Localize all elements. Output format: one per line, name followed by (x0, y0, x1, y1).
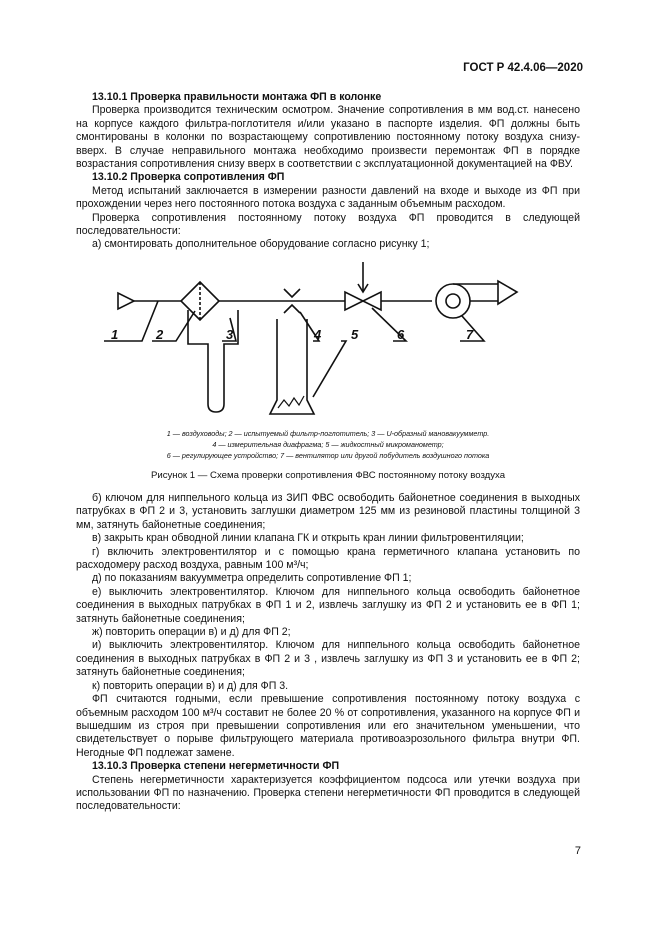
valve-icon (345, 292, 363, 310)
label-5: 5 (351, 327, 359, 342)
legend-line: 4 — измерительная диафрагма; 5 — жидкостный микроманометр; (212, 440, 444, 449)
paragraph: к) повторить операции в) и д) для ФП 3. (92, 679, 289, 692)
figure-caption: Рисунок 1 — Схема проверки сопротивления ФВС постоянному потоку воздуха (150, 470, 506, 481)
micromanometer-icon (270, 319, 314, 414)
u-manometer-icon (188, 310, 238, 412)
label-1: 1 (111, 327, 119, 342)
paragraph: д) по показаниям вакуумметра определить сопротивление ФП 1; (92, 572, 412, 585)
legend-line: 1 — воздуховоды; 2 — испытуемый фильтр-поглотитель; 3 — U-образный мановакуумметр. (166, 429, 490, 438)
paragraph: ж) повторить операции в) и д) для ФП 2; (92, 626, 291, 639)
outlet-arrow-icon (498, 281, 517, 304)
label-2: 2 (156, 327, 164, 342)
legend-line: 6 — регулирующее устройство; 7 — вентилятор или другой побудитель воздушного потока (166, 451, 490, 460)
paragraph: а) смонтировать дополнительное оборудование согласно рисунку 1; (92, 238, 430, 251)
fan-icon (436, 284, 470, 318)
paragraph: ФП считаются годными, если превышение сопротивления постоянному потоку воздуха с объемным расходом 100 м³/ч составит не более 20 % от сопротивления, указанного на корпусе ФП и вышедшим из строя при превышении сопротивления или его значительном уменьшении, что свидетельствует о порыве фильтрующего материала противоаэрозольного фильтра внутри ФП. Негодные ФП подлежат замене. (76, 693, 580, 759)
label-6: 6 (397, 327, 405, 342)
paragraph: и) выключить электровентилятор. Ключом для ниппельного кольца освободить байонетное соединения в выходных патрубках в ФП 2 и 3 , извлечь заглушку из ФП 3 и установить ее в ФП 2; затянуть байонетные соединения; (76, 639, 580, 679)
diaphragm-icon (284, 289, 300, 297)
label-4: 4 (314, 327, 322, 342)
paragraph: Проверка производится техническим осмотром. Значение сопротивления в мм вод.ст. нанесено на корпусе каждого фильтра-поглотителя и/или указано в паспорте изделия. ФП должны быть смонтированы в колонки по возрастающему сопротивлению постоянному потоку воздуха снизу-вверх. В случае неправильного монтажа необходимо произвести перемонтаж ФП в порядке возрастания сопротивления снизу вверх в соответствии с эксплуатационной документацией на ФВУ. (76, 104, 580, 171)
paragraph: г) включить электровентилятор и с помощью крана герметичного клапана установить по расходомеру расход воздуха, равным 100 м³/ч; (76, 545, 580, 572)
figure-legend (76, 428, 580, 461)
paragraph: в) закрыть кран обводной линии клапана ГК и открыть кран линии фильтровентиляции; (92, 532, 524, 545)
bottom-text-block (76, 492, 580, 814)
heading-13-10-3: 13.10.3 Проверка степени негерметичности ФП (92, 760, 340, 773)
inlet-arrow-icon (118, 293, 134, 309)
paragraph: Метод испытаний заключается в измерении разности давлений на входе и выходе из ФП при прохождении через него постоянного потока воздуха с заданным объемным расходом. (76, 184, 580, 211)
paragraph: е) выключить электровентилятор. Ключом для ниппельного кольца освободить байонетное соединения в выходных патрубках в ФП 1 и 2, извлечь заглушку из ФП 2 и установить ее в ФП 1; затянуть байонетные соединения; (76, 585, 580, 625)
paragraph: Проверка сопротивления постоянному потоку воздуха ФП проводится в следующей последовательности: (76, 211, 580, 238)
heading-13-10-2: 13.10.2 Проверка сопротивления ФП (92, 171, 285, 184)
page-number: 7 (574, 845, 581, 857)
paragraph: б) ключом для ниппельного кольца из ЗИП ФВС освободить байонетное соединения в выходных патрубках в ФП 2 и 3, установить заглушки диаметром 125 мм из резиновой пластины толщиной 3 мм, затянуть байонетные соединения; (76, 492, 580, 531)
label-7: 7 (466, 327, 474, 342)
paragraph: Степень негерметичности характеризуется коэффициентом подсоса или утечки воздуха при использовании ФП по назначению. Проверка степени негерметичности ФП проводится в следующей последовательности: (76, 773, 580, 813)
heading-13-10-1: 13.10.1 Проверка правильности монтажа ФП в колонке (92, 91, 382, 103)
label-3: 3 (226, 327, 234, 342)
standard-designation: ГОСТ Р 42.4.06—2020 (463, 62, 583, 74)
